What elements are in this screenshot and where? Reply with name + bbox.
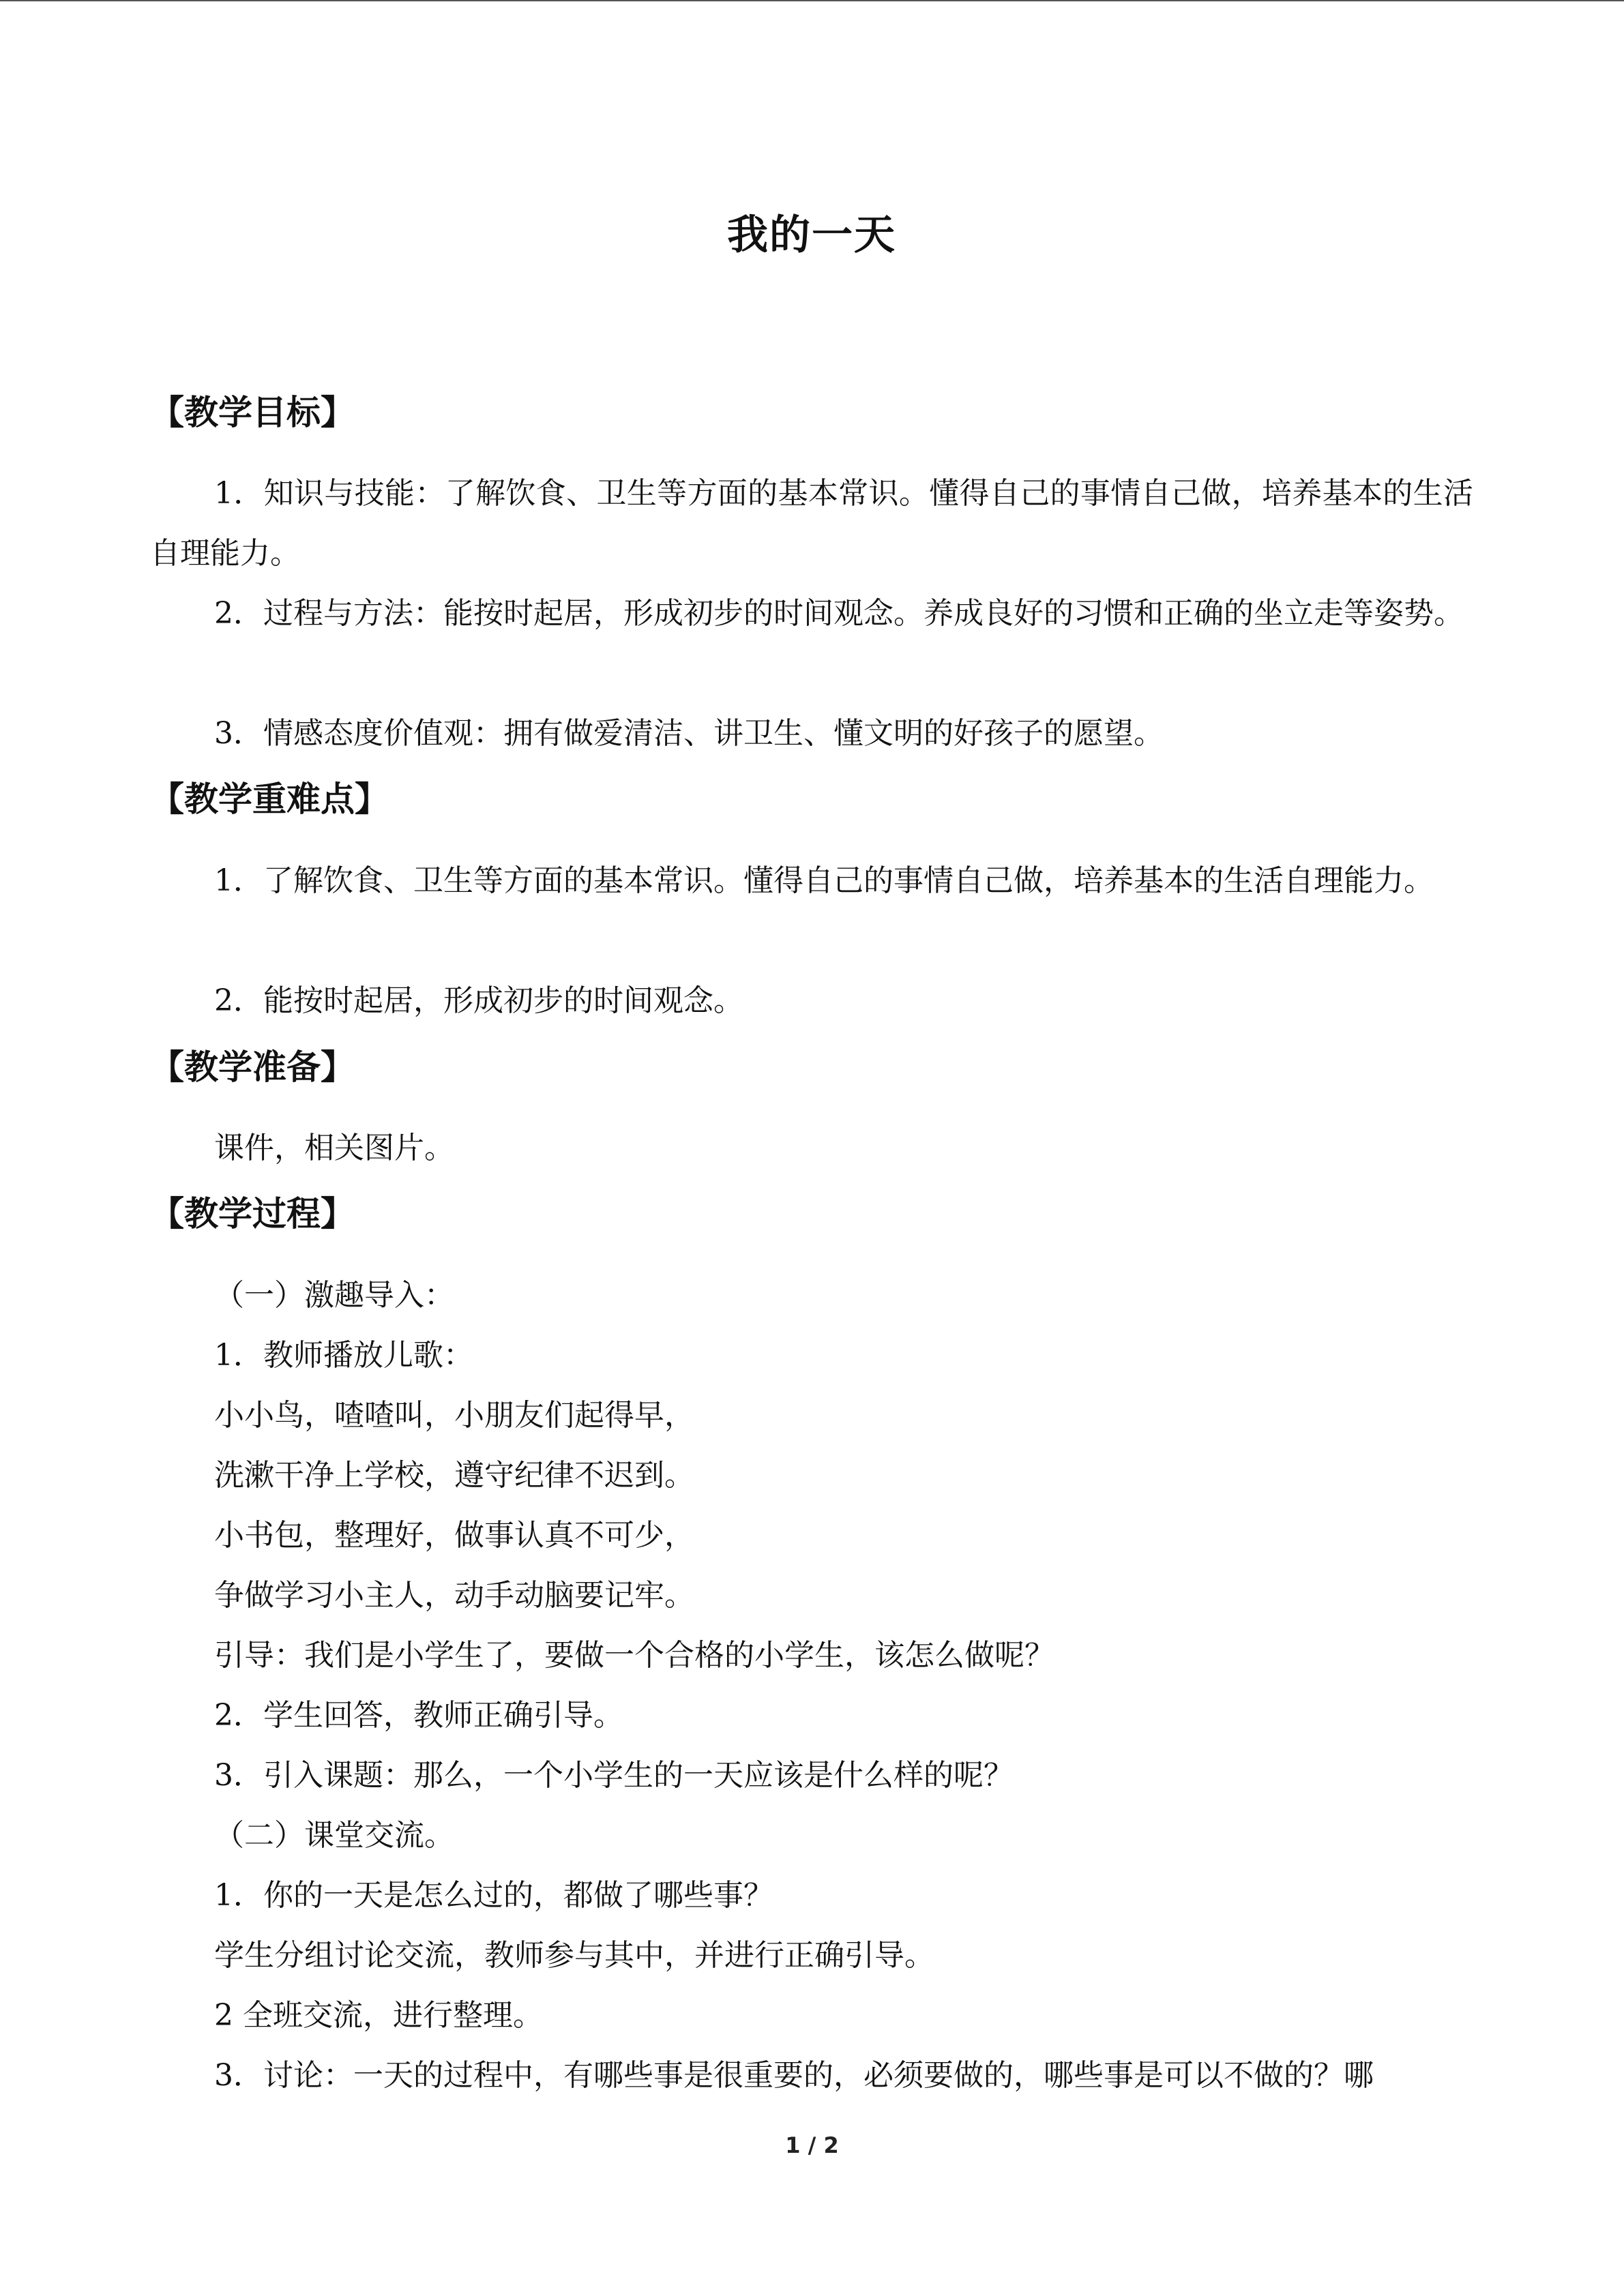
process-line: 小书包，整理好，做事认真不可少， <box>214 1518 694 1553</box>
process-line: 学生分组讨论交流，教师参与其中，并进行正确引导。 <box>214 1938 934 1973</box>
process-line: 2．学生回答，教师正确引导。 <box>214 1698 623 1733</box>
document-page <box>150 0 1473 2296</box>
objective-item: 1．知识与技能：了解饮食、卫生等方面的基本常识。懂得自己的事情自己做，培养基本的生活自理能力。 <box>150 476 1473 571</box>
process-line: 2 全班交流，进行整理。 <box>214 1998 543 2033</box>
process-line: 争做学习小主人，动手动脑要记牢。 <box>214 1578 694 1613</box>
process-line: 3．讨论：一天的过程中，有哪些事是很重要的，必须要做的，哪些事是可以不做的？哪 <box>214 2058 1374 2093</box>
objective-item: 3．情感态度价值观：拥有做爱清洁、讲卫生、懂文明的好孩子的愿望。 <box>214 716 1164 751</box>
section-heading-objectives: 【教学目标】 <box>150 392 355 432</box>
key-point-item: 2．能按时起居，形成初步的时间观念。 <box>214 983 743 1018</box>
section-heading-key-points: 【教学重难点】 <box>150 779 389 819</box>
process-line: （一）激趣导入： <box>214 1278 454 1313</box>
section-heading-preparation: 【教学准备】 <box>150 1047 355 1087</box>
process-line: 1．教师播放儿歌： <box>214 1338 473 1373</box>
key-point-item: 1．了解饮食、卫生等方面的基本常识。懂得自己的事情自己做，培养基本的生活自理能力。 <box>214 863 1434 898</box>
process-line: （二）课堂交流。 <box>214 1818 454 1853</box>
objective-item: 2．过程与方法：能按时起居，形成初步的时间观念。养成良好的习惯和正确的坐立走等姿势。 <box>214 596 1464 631</box>
page-indicator: 1 / 2 <box>785 2132 839 2158</box>
process-line: 引导：我们是小学生了，要做一个合格的小学生，该怎么做呢？ <box>214 1638 1054 1673</box>
process-line: 3．引入课题：那么，一个小学生的一天应该是什么样的呢？ <box>214 1758 1014 1793</box>
preparation-text: 课件，相关图片。 <box>214 1131 454 1165</box>
section-heading-process: 【教学过程】 <box>150 1193 355 1234</box>
process-line: 洗漱干净上学校，遵守纪律不迟到。 <box>214 1458 694 1493</box>
process-line: 1．你的一天是怎么过的，都做了哪些事？ <box>214 1878 773 1913</box>
document-title: 我的一天 <box>727 211 896 259</box>
process-line: 小小鸟，喳喳叫，小朋友们起得早， <box>214 1398 694 1433</box>
